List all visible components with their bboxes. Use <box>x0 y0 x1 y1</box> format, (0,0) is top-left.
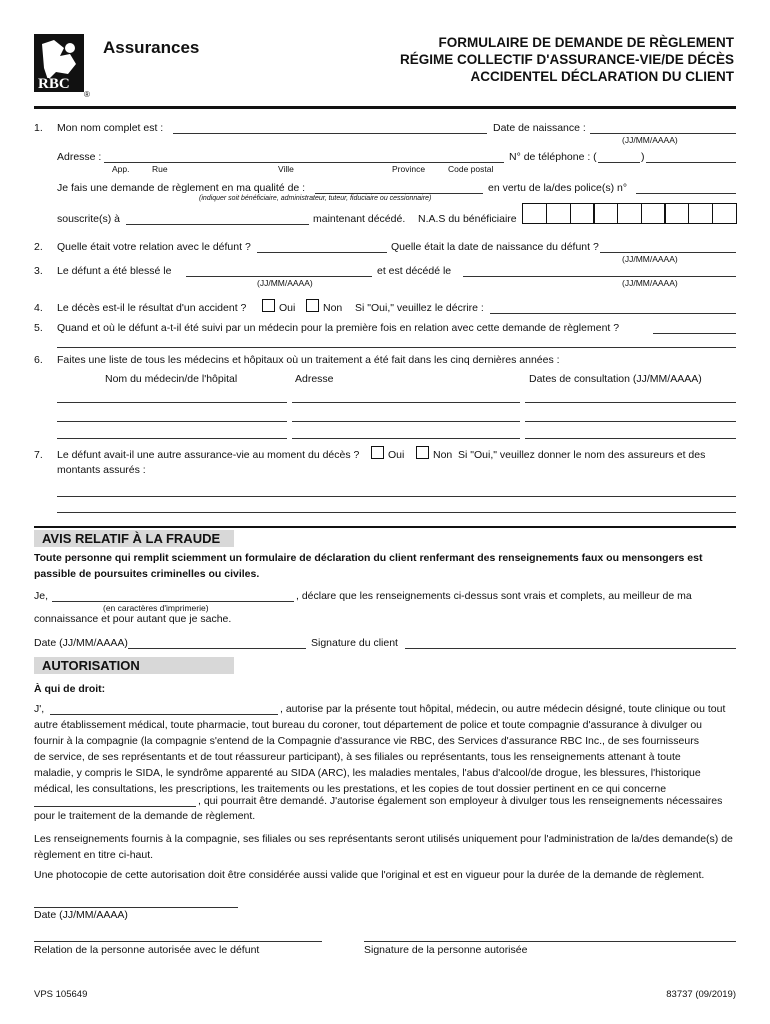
q7-followup: Si "Oui," veuillez donner le nom des assureurs et des <box>458 449 706 461</box>
q3-number: 3. <box>34 265 43 277</box>
q7-followup-2: montants assurés : <box>57 464 146 476</box>
form-title-line-2: RÉGIME COLLECTIF D'ASSURANCE-VIE/DE DÉCÈS <box>400 52 734 67</box>
addr-rue-label: Rue <box>152 164 168 174</box>
q1-policy-label: en vertu de la/des police(s) n° <box>488 182 628 194</box>
fraud-notice: Toute personne qui remplit sciemment un formulaire de déclaration du client renfermant des renseignements faux ou mensongers est passible de poursuites criminelles ou civiles. <box>34 552 703 580</box>
q4-number: 4. <box>34 302 43 314</box>
q3-injured-label: Le défunt a été blessé le <box>57 265 172 277</box>
q1-dob-format: (JJ/MM/AAAA) <box>622 135 678 145</box>
logo-text: RBC <box>38 76 70 92</box>
accident-no-label: Non <box>323 302 343 314</box>
accident-no-checkbox[interactable] <box>306 299 319 312</box>
brand-name: Assurances <box>103 38 200 57</box>
auth-p1d: de service, de ses représentants et de tout réassureur participant), à ses filiales ou représentants, tous les renseignements attenant à toute <box>34 751 681 763</box>
sin-group-3[interactable] <box>664 203 737 224</box>
insurers-field-2[interactable] <box>57 512 736 513</box>
auth-j-prefix: J', <box>34 703 45 715</box>
q2-number: 2. <box>34 241 43 253</box>
q1-sin-label: N.A.S du bénéficiaire <box>418 213 517 225</box>
deceased-name-field[interactable] <box>34 806 196 807</box>
doctor-name-row-2[interactable] <box>57 421 287 422</box>
auth-p1h: pour le traitement de la demande de règlement. <box>34 810 256 822</box>
fraud-date-field[interactable] <box>128 648 306 649</box>
other-insurance-yes-checkbox[interactable] <box>371 446 384 459</box>
death-date-field[interactable] <box>463 276 736 277</box>
auth-date-label: Date (JJ/MM/AAAA) <box>34 909 128 921</box>
relation-field[interactable] <box>257 252 387 253</box>
fraud-heading: AVIS RELATIF À LA FRAUDE <box>34 530 234 547</box>
addr-ville-label: Ville <box>278 164 294 174</box>
auth-p2: Les renseignements fournis à la compagnie, ses filiales ou ses représentants seront utilisés uniquement pour l'administration de la/des demande(s) de règlement en titre ci-haut. <box>34 833 733 861</box>
q3-injury-date-format: (JJ/MM/AAAA) <box>257 278 313 288</box>
fraud-continuation: connaissance et pour autant que je sache. <box>34 613 232 625</box>
auth-p1f: médical, les consultations, les prescriptions, les traitements ou les prestations, et les copies de tout dossier pertinent en ce qui concerne <box>34 783 667 795</box>
first-doctor-field-2[interactable] <box>57 347 736 348</box>
client-signature-field[interactable] <box>405 648 736 649</box>
q3-died-label: et est décédé le <box>377 265 452 277</box>
fraud-signature-label: Signature du client <box>311 637 398 649</box>
sin-group-1[interactable] <box>522 203 595 224</box>
form-title-line-3: ACCIDENTEL DÉCLARATION DU CLIENT <box>470 69 734 84</box>
q5-label: Quand et où le défunt a-t-il été suivi par un médecin pour la première fois en relation avec cette demande de règlement ? <box>57 322 620 334</box>
deceased-dob-field[interactable] <box>600 252 736 253</box>
addr-postal-label: Code postal <box>448 164 494 174</box>
q7-label: Le défunt avait-il une autre assurance-vie au moment du décès ? <box>57 449 360 461</box>
q1-address-label: Adresse : <box>57 151 102 163</box>
accident-yes-checkbox[interactable] <box>262 299 275 312</box>
phone-area-field[interactable] <box>598 162 640 163</box>
auth-p1b: autre établissement médical, toute pharmacie, tout bureau du coroner, tout département de police et toute compagnie d'assurance à divulger ou <box>34 719 703 731</box>
other-insurance-yes-label: Oui <box>388 449 405 461</box>
q1-deceased-label: maintenant décédé. <box>313 213 406 225</box>
q4-label: Le décès est-il le résultat d'un accident ? <box>57 302 247 314</box>
first-doctor-field[interactable] <box>653 333 736 334</box>
header-divider <box>34 106 736 109</box>
doctor-dates-row-3[interactable] <box>525 438 736 439</box>
accident-description-field[interactable] <box>490 313 736 314</box>
q1-dob-label: Date de naissance : <box>493 122 586 134</box>
fraud-date-label: Date (JJ/MM/AAAA) <box>34 637 128 649</box>
q6-number: 6. <box>34 354 43 366</box>
q1-capacity-hint: (indiquer soit bénéficiaire, administrateur, tuteur, fiduciaire ou cessionnaire) <box>199 195 432 202</box>
q6-label: Faites une liste de tous les médecins et hôpitaux où un traitement a été fait dans les cinq dernières années : <box>57 354 560 366</box>
auth-heading: AUTORISATION <box>34 657 234 674</box>
q6-col-dates: Dates de consultation (JJ/MM/AAAA) <box>529 373 702 385</box>
q6-col-address: Adresse <box>295 373 334 385</box>
q1-number: 1. <box>34 122 43 134</box>
doctor-address-row-1[interactable] <box>292 402 520 403</box>
doctor-address-row-3[interactable] <box>292 438 520 439</box>
auth-signature-label: Signature de la personne autorisée <box>364 944 528 956</box>
q1-capacity-label: Je fais une demande de règlement en ma qualité de : <box>57 182 306 194</box>
fraud-divider <box>34 526 736 528</box>
auth-relation-label: Relation de la personne autorisée avec le défunt <box>34 944 260 956</box>
sin-group-2[interactable] <box>593 203 666 224</box>
q2-date-format: (JJ/MM/AAAA) <box>622 254 678 264</box>
accident-yes-label: Oui <box>279 302 296 314</box>
doctor-name-row-1[interactable] <box>57 402 287 403</box>
q1-name-label: Mon nom complet est : <box>57 122 164 134</box>
q2-relation-label: Quelle était votre relation avec le défunt ? <box>57 241 251 253</box>
q6-col-doctor: Nom du médecin/de l'hôpital <box>105 373 238 385</box>
injury-date-field[interactable] <box>186 276 372 277</box>
auth-p1e: maladie, y compris le SIDA, le syndrôme apparenté au SIDA (ARC), les maladies mentales, l'abus d'alcool/de drogue, les blessures, l'historique <box>34 767 701 779</box>
authorized-signature-field[interactable] <box>364 941 736 942</box>
q5-number: 5. <box>34 322 43 334</box>
authorizer-name-field[interactable] <box>50 714 278 715</box>
subscribed-field[interactable] <box>126 224 309 225</box>
q4-describe-label: Si "Oui," veuillez le décrire : <box>355 302 484 314</box>
auth-p1a: , autorise par la présente tout hôpital, médecin, ou autre médecin désigné, toute clinique ou tout <box>280 703 726 715</box>
q1-phone-label: N° de téléphone : ( <box>509 151 597 163</box>
footer-right-code: 83737 (09/2019) <box>666 989 736 1000</box>
doctor-dates-row-1[interactable] <box>525 402 736 403</box>
registered-mark: ® <box>84 90 90 99</box>
fraud-print-hint: (en caractères d'imprimerie) <box>103 603 209 613</box>
fraud-declare: , déclare que les renseignements ci-dessus sont vrais et complets, au meilleur de ma <box>296 590 692 602</box>
policy-number-field[interactable] <box>636 193 736 194</box>
doctor-address-row-2[interactable] <box>292 421 520 422</box>
rbc-logo <box>34 34 86 98</box>
doctor-dates-row-2[interactable] <box>525 421 736 422</box>
q1-subscribed-label: souscrite(s) à <box>57 213 121 225</box>
auth-p3: Une photocopie de cette autorisation doit être considérée aussi valide que l'original et est en vigueur pour la durée de la demande de règlement. <box>34 869 705 881</box>
address-field[interactable] <box>104 162 504 163</box>
auth-to-whom: À qui de droit: <box>34 683 106 695</box>
addr-app-label: App. <box>112 164 130 174</box>
full-name-field[interactable] <box>173 133 487 134</box>
q3-death-date-format: (JJ/MM/AAAA) <box>622 278 678 288</box>
declarant-name-field[interactable] <box>52 601 294 602</box>
form-title-line-1: FORMULAIRE DE DEMANDE DE RÈGLEMENT <box>438 35 734 50</box>
other-insurance-no-label: Non <box>433 449 453 461</box>
other-insurance-no-checkbox[interactable] <box>416 446 429 459</box>
fraud-je: Je, <box>34 590 49 602</box>
auth-p1c: fournir à la compagnie (la compagnie s'entend de la Compagnie d'assurance vie RBC, des Services d'assurance RBC Inc., de ses fournisseurs <box>34 735 699 747</box>
auth-date-field[interactable] <box>34 907 238 908</box>
q1-phone-close: ) <box>641 151 645 163</box>
auth-p1g: , qui pourrait être demandé. J'autorise également son employeur à divulger tous les renseignements nécessaires <box>198 795 723 807</box>
phone-number-field[interactable] <box>646 162 736 163</box>
q2-dob-label: Quelle était la date de naissance du défunt ? <box>391 241 599 253</box>
doctor-name-row-3[interactable] <box>57 438 287 439</box>
capacity-field[interactable] <box>315 193 483 194</box>
insurers-field-1[interactable] <box>57 496 736 497</box>
dob-field[interactable] <box>590 133 736 134</box>
relation-authorized-field[interactable] <box>34 941 322 942</box>
addr-province-label: Province <box>392 164 426 174</box>
footer-left-code: VPS 105649 <box>34 989 88 1000</box>
q7-number: 7. <box>34 449 43 461</box>
